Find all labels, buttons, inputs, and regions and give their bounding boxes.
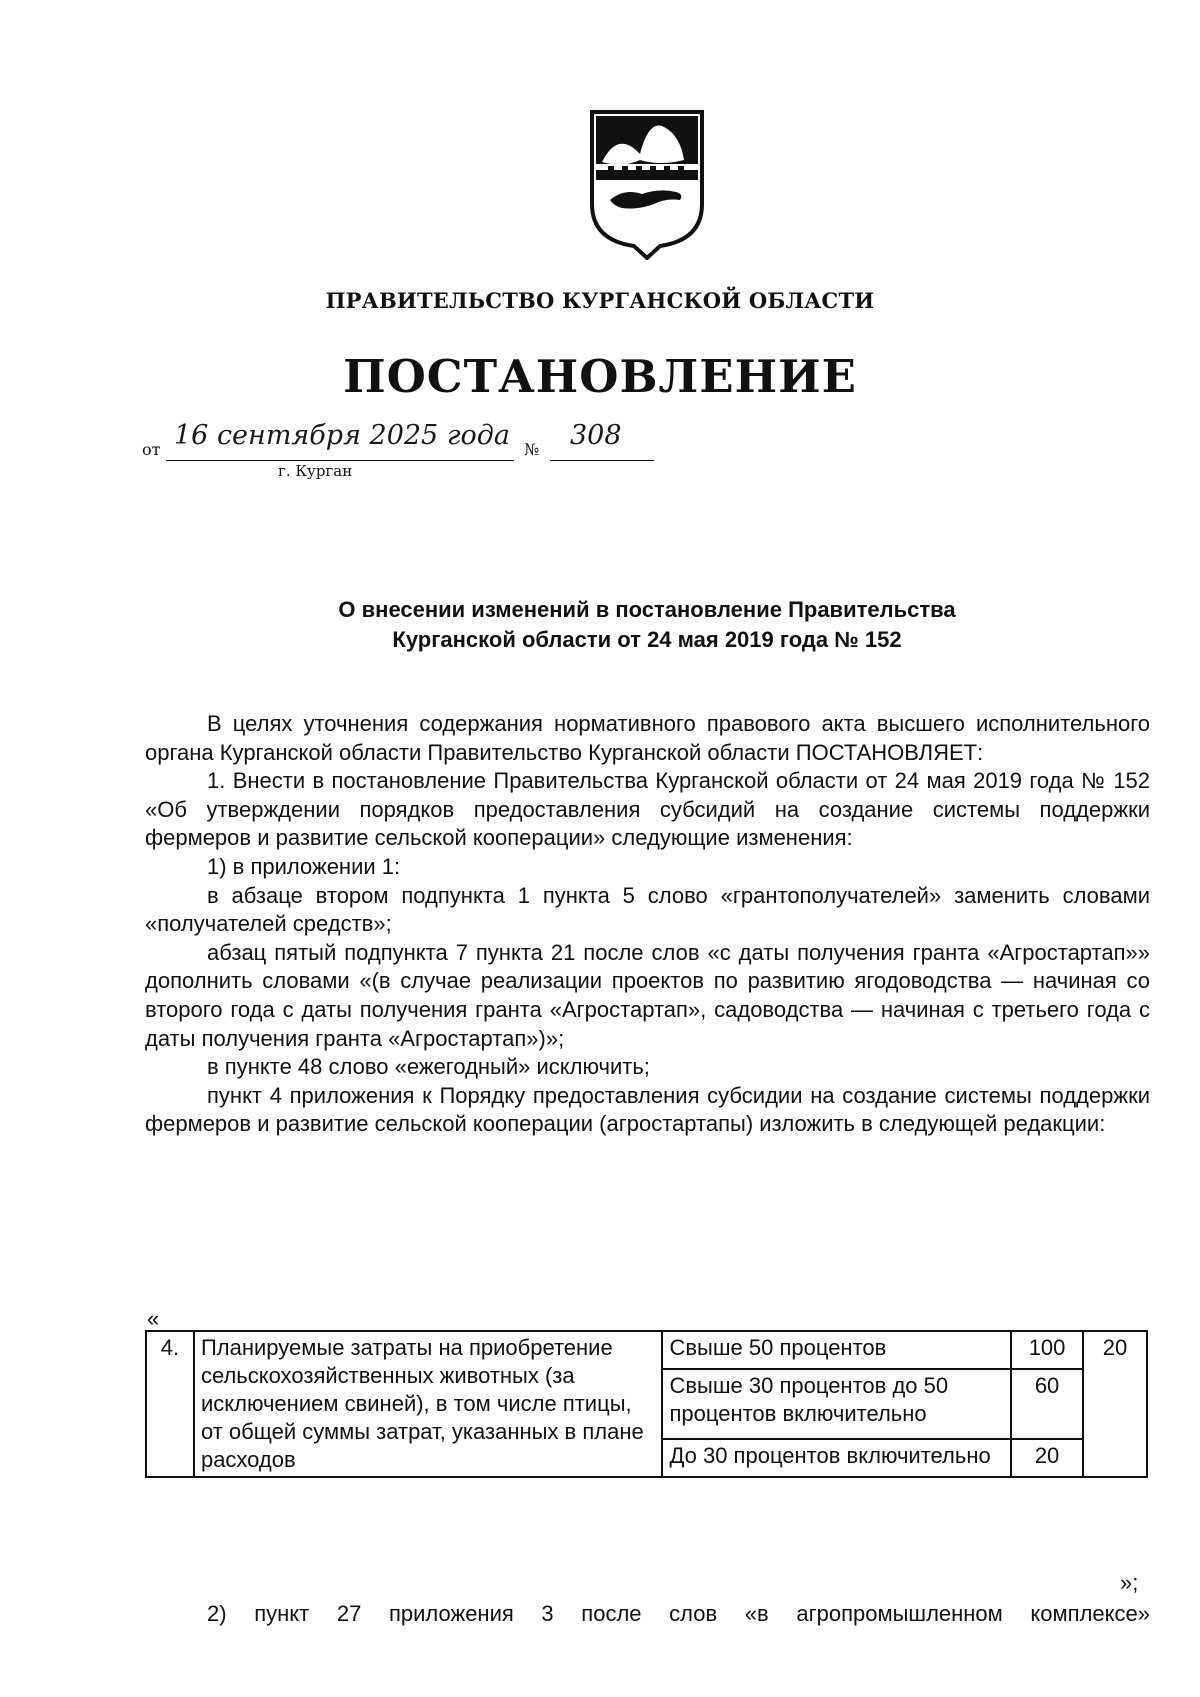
table-cell-description: Планируемые затраты на приобретение сельскохозяйственных животных (за исключением свиней), в том числе птицы, от общей суммы затрат, указанных в плане расходов — [194, 1331, 663, 1477]
document-type: ПОСТАНОВЛЕНИЕ — [343, 350, 857, 403]
document-title — [140, 595, 1154, 655]
opening-quote: « — [147, 1306, 160, 1331]
table-cell-score: 100 — [1011, 1331, 1083, 1369]
criteria-table-block — [145, 1308, 1148, 1478]
date-number-line — [140, 420, 660, 480]
handwritten-date: 16 сентября 2025 года — [174, 420, 510, 451]
handwritten-number: 308 — [570, 420, 622, 451]
table-cell-range: Свыше 30 процентов до 50 процентов включительно — [662, 1369, 1011, 1439]
criteria-table — [145, 1330, 1148, 1478]
city-label: г. Курган — [278, 462, 353, 480]
table-cell-number: 4. — [146, 1331, 194, 1477]
paragraph-amendment-1: в абзаце втором подпункта 1 пункта 5 слово «грантополучателей» заменить словами «получателей средств»; — [145, 882, 1150, 937]
closing-quote: »; — [1120, 1570, 1139, 1595]
coat-of-arms-icon — [588, 108, 706, 260]
title-line-2: Курганской области от 24 мая 2019 года № 152 — [392, 627, 902, 652]
document-body — [145, 710, 1150, 1139]
paragraph-amendment-2: абзац пятый подпункта 7 пункта 21 после слов «с даты получения гранта «Агростартап»» дополнить словами «(в случае реализации проектов по развитию ягодоводства — начиная со второго года с даты получения гранта «Агростартап», садоводства — начиная с третьего года с даты получения гранта «Агростартап»)»; — [145, 939, 1150, 1051]
number-label: № — [524, 440, 540, 459]
organization-name: ПРАВИТЕЛЬСТВО КУРГАНСКОЙ ОБЛАСТИ — [325, 288, 875, 313]
paragraph-item-1: 1. Внести в постановление Правительства Курганской области от 24 мая 2019 года № 152 «Об утверждении порядков предоставления субсидий на создание системы поддержки фермеров и развитие сельской кооперации» следующие изменения: — [145, 768, 1150, 851]
table-row — [146, 1331, 1147, 1369]
table-cell-weight: 20 — [1083, 1331, 1147, 1477]
paragraph-preamble: В целях уточнения содержания нормативного правового акта высшего исполнительного органа Курганской области Правительство Курганской области ПОСТАНОВЛЯЕТ: — [145, 711, 1150, 765]
date-underline — [166, 460, 514, 461]
title-line-1: О внесении изменений в постановление Правительства — [338, 597, 956, 622]
date-label: от — [142, 440, 161, 459]
table-cell-score: 60 — [1011, 1369, 1083, 1439]
paragraph-subitem-1: 1) в приложении 1: — [207, 853, 401, 879]
paragraph-subitem-2: 2) пункт 27 приложения 3 после слов «в агропромышленном комплексе» — [207, 1601, 1150, 1626]
paragraph-amendment-3: в пункте 48 слово «ежегодный» исключить; — [207, 1054, 650, 1080]
number-underline — [550, 460, 654, 461]
table-cell-score: 20 — [1011, 1439, 1083, 1477]
paragraph-amendment-4: пункт 4 приложения к Порядку предоставления субсидии на создание системы поддержки фермеров и развитие сельской кооперации (агростартапы) изложить в следующей редакции: — [145, 1082, 1150, 1137]
table-cell-range: До 30 процентов включительно — [662, 1439, 1011, 1477]
table-cell-range: Свыше 50 процентов — [662, 1331, 1011, 1369]
